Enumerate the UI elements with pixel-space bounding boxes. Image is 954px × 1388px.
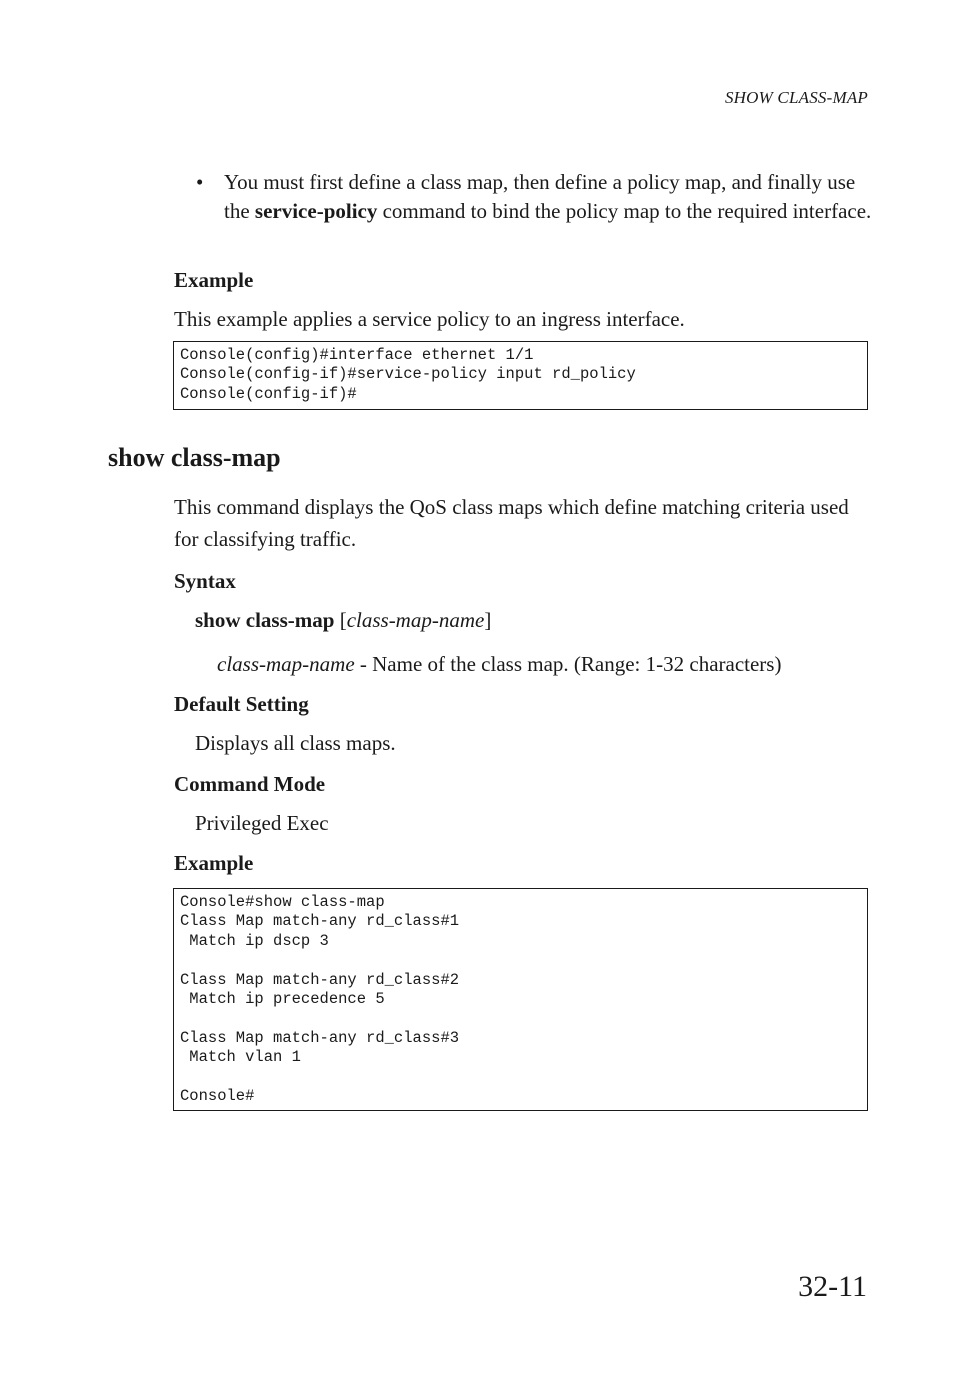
code-block-1-line: Console(config-if)# bbox=[180, 384, 357, 403]
example-heading-2: Example bbox=[174, 851, 254, 875]
code-block-1-line: Console(config)#interface ethernet 1/1 bbox=[180, 346, 534, 364]
param-description bbox=[217, 648, 781, 680]
code-block-2-line bbox=[180, 1009, 861, 1028]
code-block-1 bbox=[173, 341, 868, 410]
code-block-2-line bbox=[180, 951, 861, 970]
param-desc: - Name of the class map. (Range: 1-32 characters) bbox=[354, 652, 782, 676]
code-block-2-line: Class Map match-any rd_class#2 bbox=[180, 970, 460, 989]
example-heading-1: Example bbox=[174, 268, 254, 292]
code-block-2-line: Match ip precedence 5 bbox=[180, 989, 385, 1008]
code-block-2-line: Console# bbox=[180, 1086, 255, 1105]
page-number: 32-11 bbox=[798, 1270, 867, 1303]
bullet-text-after: command to bind the policy map to the required interface. bbox=[377, 199, 872, 223]
syntax-line bbox=[195, 604, 491, 636]
running-header: SHOW CLASS-MAP bbox=[724, 88, 868, 107]
command-mode-text: Privileged Exec bbox=[195, 811, 329, 835]
code-block-2-line: Class Map match-any rd_class#1 bbox=[180, 912, 460, 931]
bullet-marker: • bbox=[196, 170, 204, 194]
section-title: show class-map bbox=[108, 443, 281, 472]
service-policy-term: service-policy bbox=[254, 199, 378, 223]
code-block-2-line: Match vlan 1 bbox=[180, 1048, 301, 1067]
code-block-2 bbox=[173, 888, 868, 1111]
code-block-2-line bbox=[180, 1068, 861, 1087]
example-description-1: This example applies a service policy to an ingress interface. bbox=[174, 307, 685, 331]
syntax-param: class-map-name bbox=[346, 608, 485, 632]
default-setting-text: Displays all class maps. bbox=[195, 731, 396, 755]
syntax-heading: Syntax bbox=[174, 569, 236, 593]
bullet-text bbox=[224, 168, 876, 226]
default-setting-heading: Default Setting bbox=[174, 692, 309, 716]
code-block-2-line: Class Map match-any rd_class#3 bbox=[180, 1028, 460, 1047]
command-mode-heading: Command Mode bbox=[174, 772, 326, 796]
syntax-command: show class-map bbox=[195, 608, 335, 632]
code-block-2-line: Match ip dscp 3 bbox=[180, 931, 329, 950]
section-description: This command displays the QoS class maps which define matching criteria used for classifying traffic. bbox=[174, 495, 849, 551]
syntax-bracket-open: [ bbox=[339, 608, 347, 632]
syntax-bracket-close: ] bbox=[484, 608, 492, 632]
code-block-2-line: Console#show class-map bbox=[180, 893, 385, 911]
bullet-text-before: You must first define a class map, then define a policy map, and finally use the bbox=[224, 170, 856, 223]
bullet-item bbox=[196, 168, 876, 226]
param-name: class-map-name bbox=[217, 652, 355, 676]
code-block-1-line: Console(config-if)#service-policy input rd_policy bbox=[180, 365, 636, 384]
